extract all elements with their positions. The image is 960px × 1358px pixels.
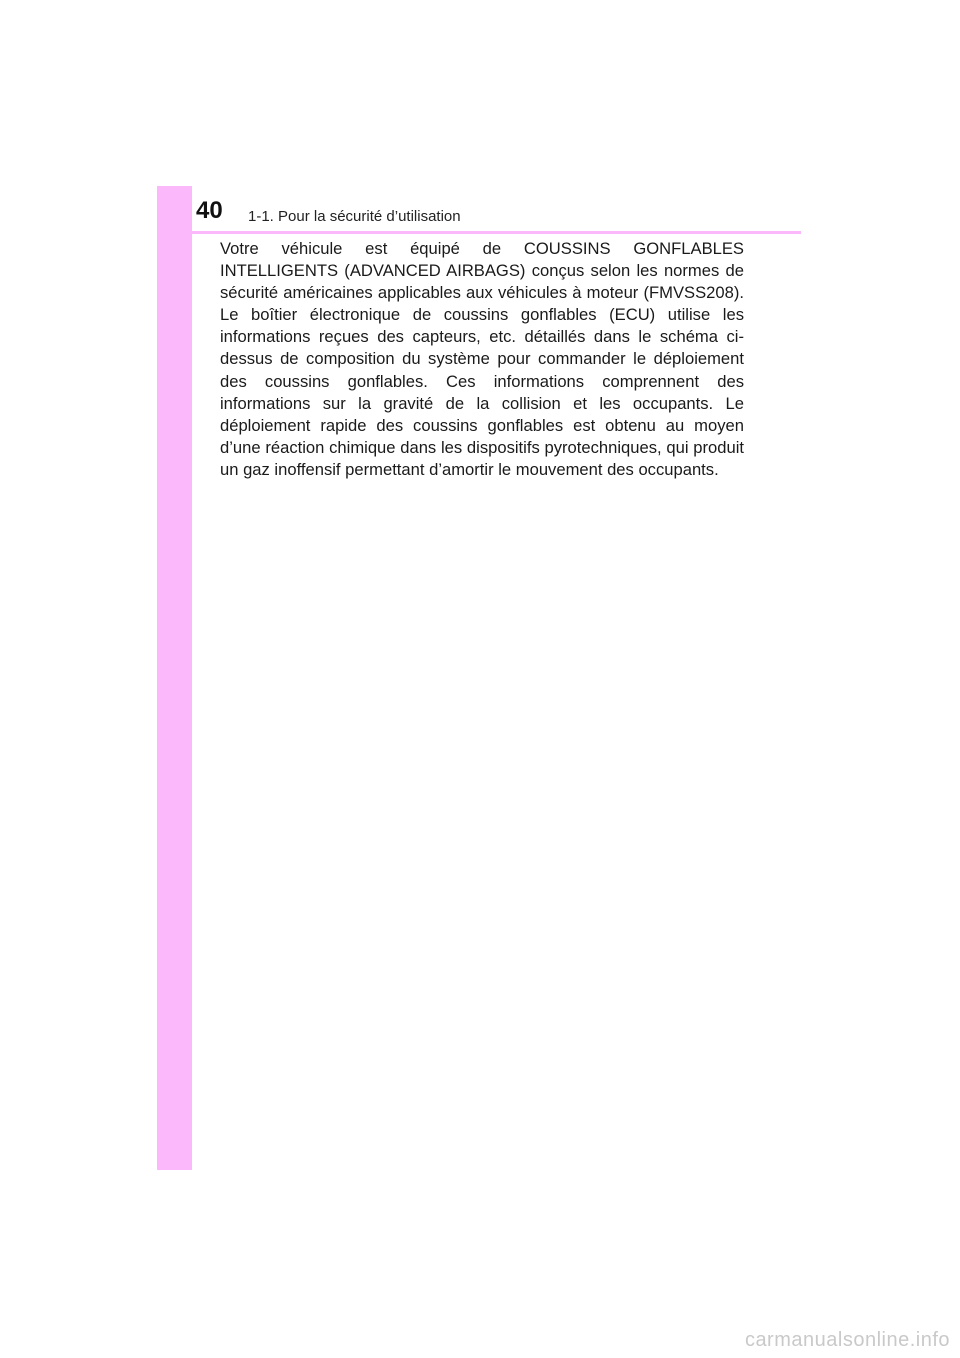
watermark: carmanualsonline.info xyxy=(744,1329,950,1351)
section-color-band xyxy=(157,186,192,1170)
page-number: 40 xyxy=(196,197,223,224)
header-divider xyxy=(192,231,801,234)
body-paragraph: Votre véhicule est équipé de COUSSINS GONFLABLES INTELLIGENTS (ADVANCED AIRBAGS) conçus selon les normes de sécurité américaines applicables aux véhicules à moteur (FMVSS208). Le boîtier électronique de coussins gonflables (ECU) utilise les informations reçues des capteurs, etc. détaillés dans le schéma ci-dessus de composition du système pour commander le déploiement des coussins gonflables. Ces informations comprennent des informations sur la gravité de la collision et les occupants. Le déploiement rapide des coussins gonflables est obtenu au moyen d’une réaction chimique dans les dispositifs pyrotechniques, qui produit un gaz inoffensif permettant d’amortir le mouvement des occupants. xyxy=(220,239,744,479)
section-header: 1-1. Pour la sécurité d’utilisation xyxy=(248,208,461,225)
